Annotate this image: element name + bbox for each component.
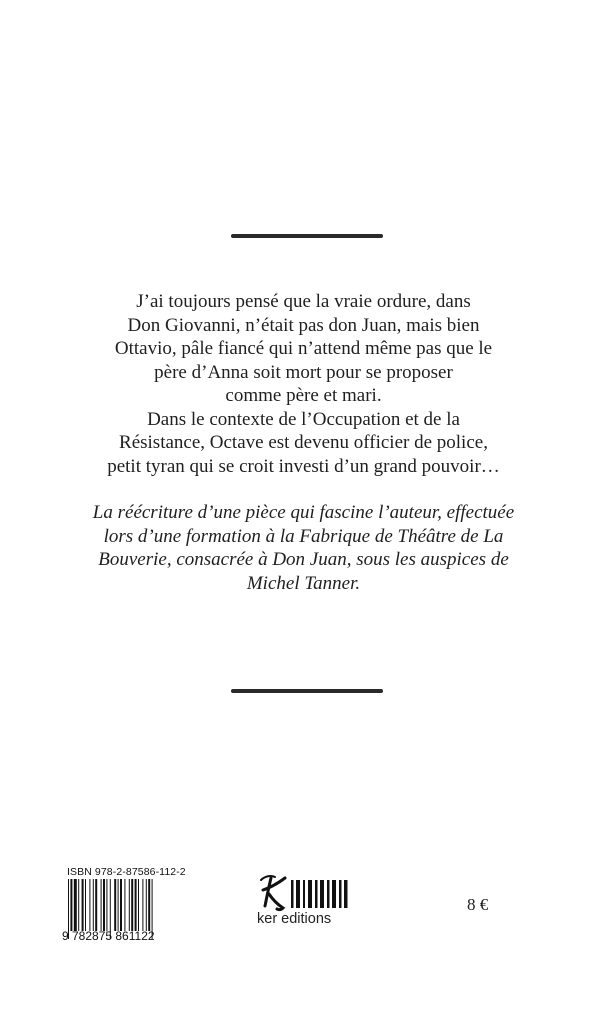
blurb-line: Ottavio, pâle fiancé qui n’attend même pas que le [114,338,493,359]
blurb-line: Bouverie, consacrée à Don Juan, sous les auspices de [98,549,509,570]
blurb-line: père d’Anna soit mort pour se proposer [154,361,453,383]
blurb-line: La réécriture d’une pièce qui fascine l’auteur, effectuée [92,502,515,523]
blurb-paragraph-2 [60,501,547,595]
top-divider [231,234,383,238]
blurb-line: J’ai toujours pensé que la vraie ordure, dans [136,291,471,312]
blurb-line: comme père et mari. [225,385,382,406]
price: 8 € [467,895,489,914]
blurb-paragraph-1 [60,290,547,478]
publisher-name: ker editions [257,911,332,927]
isbn-label: ISBN 978-2-87586-112-2 [67,866,186,878]
blurb-line: Dans le contexte de l’Occupation et de la [147,408,460,430]
blurb-line: petit tyran qui se croit investi d’un grand pouvoir… [107,455,500,477]
back-cover-blurb [60,290,547,595]
blurb-line: Don Giovanni, n’était pas don Juan, mais bien [127,314,480,336]
blurb-line: Michel Tanner. [246,572,361,594]
blurb-line: Résistance, Octave est devenu officier de police, [119,432,488,453]
isbn-digits: 9 782875 861122 [62,929,155,943]
blurb-line: lors d’une formation à la Fabrique de Théâtre de La [103,525,504,547]
bottom-divider [231,689,383,693]
